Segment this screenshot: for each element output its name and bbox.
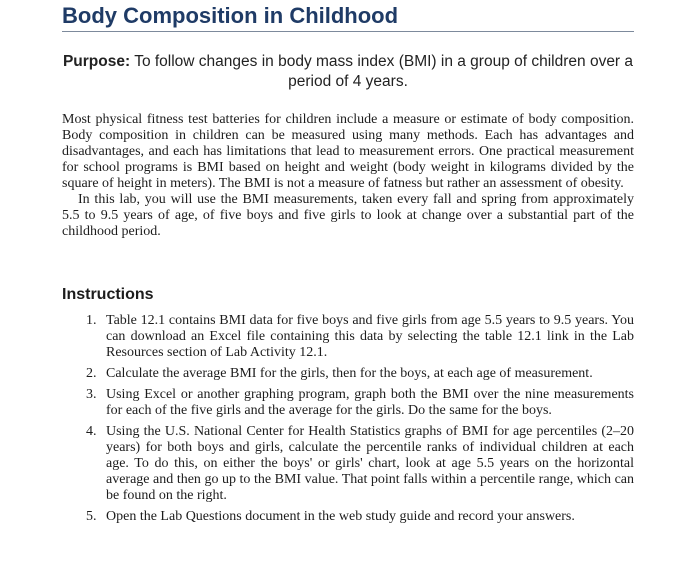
lab-paragraph: In this lab, you will use the BMI measurements, taken every fall and spring from approximately 5.5 to 9.5 years of age, of five boys and five girls to look at change over a substantial part of the childhood period.	[62, 192, 634, 239]
step-number: 3.	[86, 387, 97, 402]
intro-paragraph: Most physical fitness test batteries for children include a measure or estimate of body composition. Body composition in children can be measured using many methods. Each has advantages and disadvantages, and each has limitations that lead to measurement errors. One practical measurement for school programs is BMI based on height and weight (body weight in kilograms divided by the square of height in meters). The BMI is not a measure of fatness but rather an assessment of obesity.	[62, 112, 634, 191]
step-text: Using the U.S. National Center for Health Statistics graphs of BMI for age percentiles (2–20 years) for both boys and girls, calculate the percentile ranks of individual children at each age. To do this, on either the boys' or girls' chart, look at age 5.5 years on the horizontal average and then go up to the BMI value. That point falls within a percentile range, which can be found on the right.	[106, 424, 634, 503]
step-text: Table 12.1 contains BMI data for five boys and five girls from age 5.5 years to 9.5 years. You can download an Excel file containing this data by selecting the table 12.1 link in the Lab Resources section of Lab Activity 12.1.	[106, 313, 634, 360]
step-number: 1.	[86, 313, 97, 328]
step-number: 5.	[86, 509, 97, 524]
step-number: 4.	[86, 424, 97, 439]
step-text: Using Excel or another graphing program, graph both the BMI over the nine measurements for each of the five girls and the average for the girls. Do the same for the boys.	[106, 387, 634, 418]
instructions-heading: Instructions	[62, 286, 154, 303]
intro-text	[62, 112, 634, 240]
instruction-step	[62, 509, 634, 525]
title-underline	[62, 31, 634, 32]
instruction-step	[62, 313, 634, 361]
instruction-step	[62, 424, 634, 504]
purpose-statement	[62, 52, 634, 92]
instruction-step	[62, 387, 634, 419]
instructions-list	[62, 313, 634, 530]
instruction-step	[62, 366, 634, 382]
step-text: Open the Lab Questions document in the web study guide and record your answers.	[106, 509, 575, 524]
page-title: Body Composition in Childhood	[62, 3, 399, 28]
purpose-label: Purpose:	[62, 53, 131, 70]
purpose-text: To follow changes in body mass index (BMI) in a group of children over a period of 4 years.	[134, 53, 634, 90]
step-number: 2.	[86, 366, 97, 381]
step-text: Calculate the average BMI for the girls, then for the boys, at each age of measurement.	[106, 366, 593, 381]
